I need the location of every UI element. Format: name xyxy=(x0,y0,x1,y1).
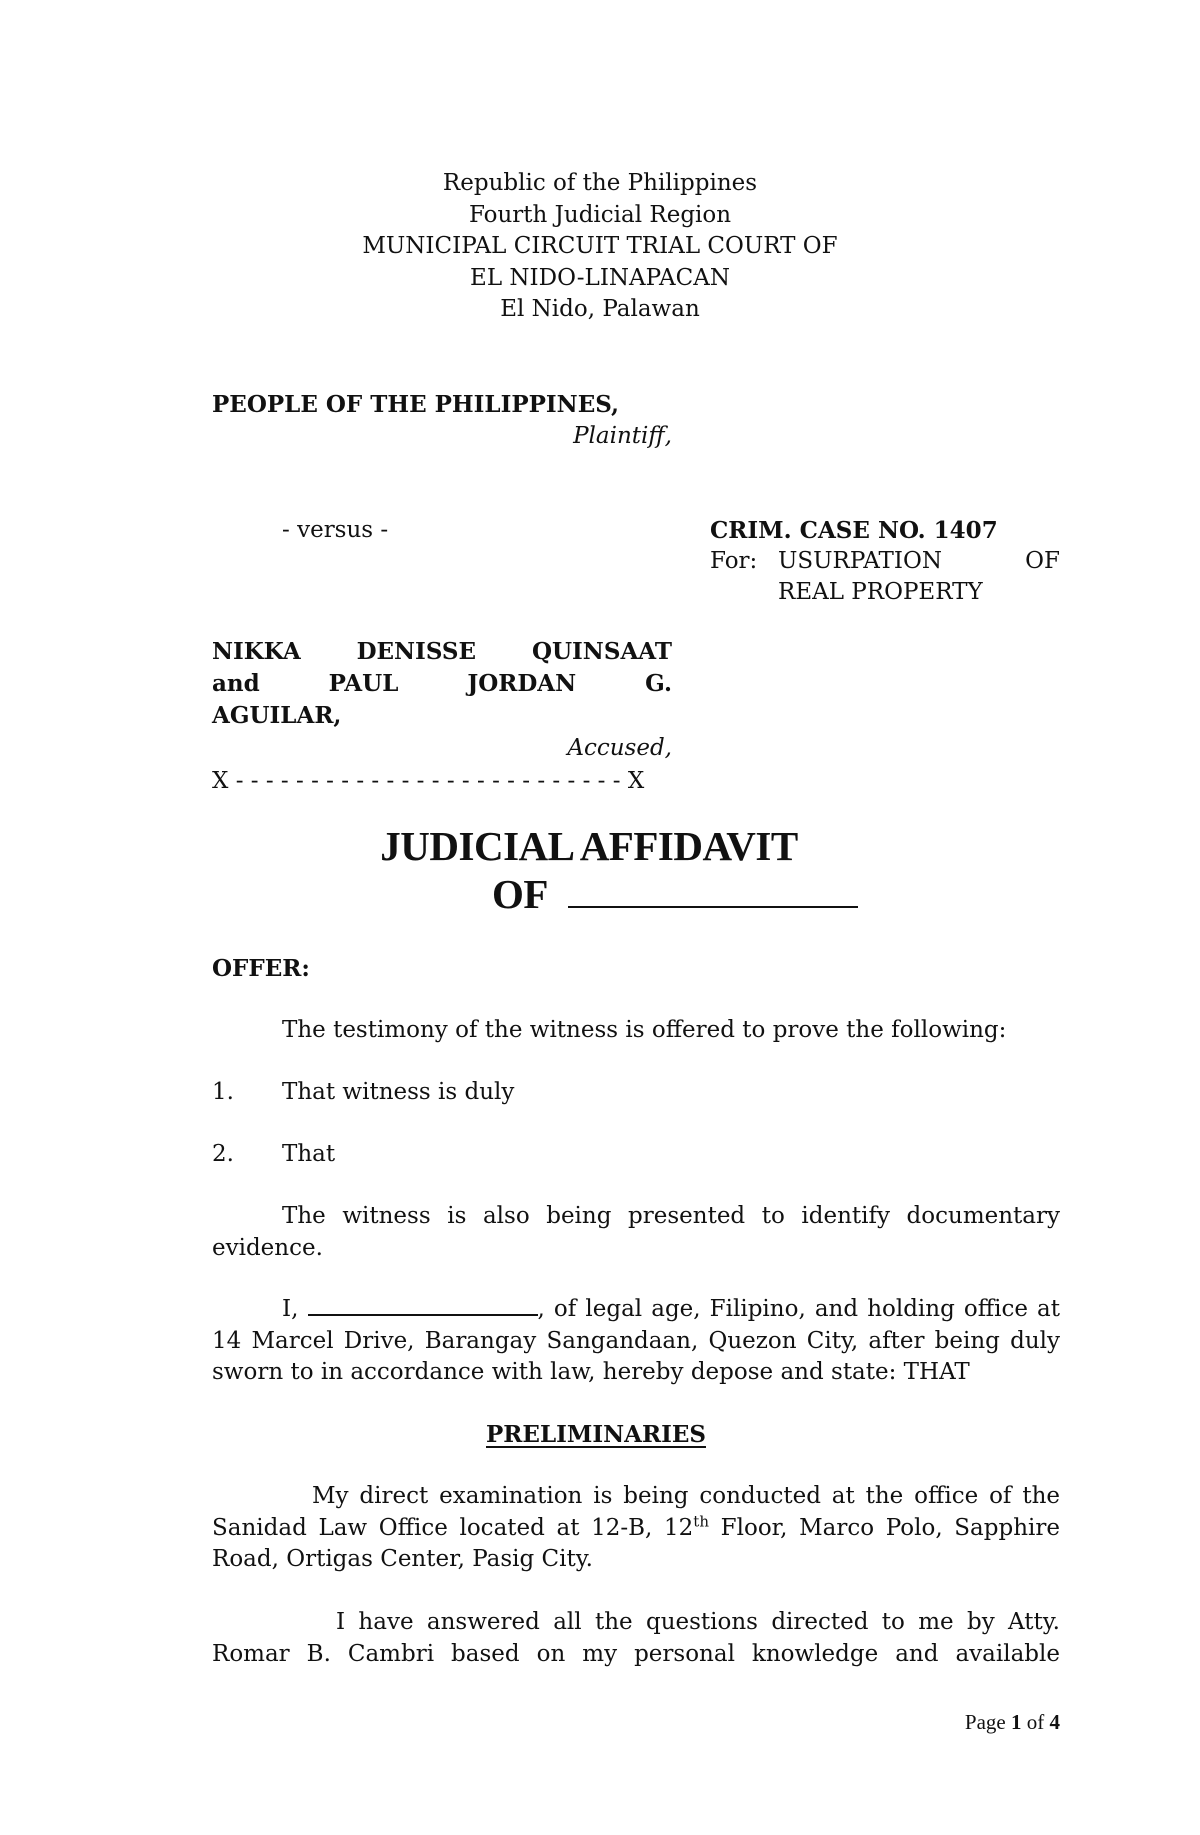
title-of: OF xyxy=(492,871,547,917)
preliminaries-heading-wrap xyxy=(0,1419,1200,1451)
charge-for-label: For: xyxy=(710,548,758,574)
charge-word-usurpation: USURPATION xyxy=(778,548,942,574)
header-court: MUNICIPAL CIRCUIT TRIAL COURT OF xyxy=(362,233,838,259)
header-city: El Nido, Palawan xyxy=(500,296,700,322)
page-of-word: of xyxy=(1026,1710,1045,1734)
preliminaries-paragraph-1 xyxy=(212,1481,1060,1576)
deposition-paragraph xyxy=(212,1294,1060,1389)
separator-right: X xyxy=(627,768,645,794)
plaintiff-name: PEOPLE OF THE PHILIPPINES, xyxy=(212,391,620,418)
charge-line-1 xyxy=(710,546,1060,578)
charge-word-of: OF xyxy=(1025,548,1060,574)
separator-dashes: - - - - - - - - - - - - - - - - - - - - - - - - - - xyxy=(235,768,621,794)
plaintiff-role: Plaintiff, xyxy=(573,423,672,449)
offer-item-number: 1. xyxy=(212,1079,234,1105)
accused-role: Accused, xyxy=(567,735,672,761)
deposition-text: , of legal age, Filipino, and holding office at 14 Marcel Drive, Barangay Sangandaan, Quezon City, after being duly sworn to in accordance with law, hereby depose and state: THAT xyxy=(212,1296,1061,1385)
accused-word: DENISSE xyxy=(356,638,477,665)
affiant-name-blank[interactable] xyxy=(308,1314,538,1316)
page-footer xyxy=(965,1710,1060,1735)
versus-label: - versus - xyxy=(282,517,389,543)
charge-line-2: REAL PROPERTY xyxy=(778,579,983,605)
offer-item-number: 2. xyxy=(212,1141,234,1167)
offer-item-text: That witness is duly xyxy=(282,1079,515,1105)
accused-word: G. xyxy=(645,670,672,697)
caption-separator xyxy=(212,766,712,798)
preliminaries-heading: PRELIMINARIES xyxy=(486,1421,706,1448)
title-line-1: JUDICIAL AFFIDAVIT xyxy=(380,823,798,869)
title-line-2-wrap xyxy=(492,870,858,918)
header-court-location: EL NIDO-LINAPACAN xyxy=(470,264,730,291)
accused-word: QUINSAAT xyxy=(531,638,672,665)
prelim-p1-text-b: Floor, Marco Polo, Sapphire Road, Ortigas Center, Pasig City. xyxy=(212,1514,1060,1572)
accused-line-1 xyxy=(212,636,672,668)
accused-word: PAUL xyxy=(328,670,399,697)
accused-word: and xyxy=(212,670,260,697)
accused-word: JORDAN xyxy=(467,670,577,697)
court-header xyxy=(0,168,1200,326)
page-word: Page xyxy=(964,1710,1006,1734)
offer-heading: OFFER: xyxy=(212,955,310,982)
prelim-p1-text-a: My direct examination is being conducted at the office of the Sanidad Law Office located at 12-B, 12 xyxy=(212,1483,1060,1541)
header-republic: Republic of the Philippines xyxy=(442,170,758,196)
case-number: CRIM. CASE NO. 1407 xyxy=(710,517,998,544)
header-region: Fourth Judicial Region xyxy=(468,201,732,228)
offer-item-text: That xyxy=(282,1141,336,1167)
prelim-p1-superscript: th xyxy=(693,1511,709,1530)
separator-left: X xyxy=(212,768,229,794)
page-total: 4 xyxy=(1049,1710,1060,1734)
offer-evidence-paragraph: The witness is also being presented to identify documentary evidence. xyxy=(212,1203,1060,1261)
accused-line-2 xyxy=(212,668,672,700)
offer-intro: The testimony of the witness is offered to prove the following: xyxy=(282,1017,1007,1043)
witness-name-blank[interactable] xyxy=(568,906,858,908)
preliminaries-paragraph-2: I have answered all the questions directed to me by Atty. Romar B. Cambri based on my personal knowledge and available xyxy=(212,1609,1060,1667)
document-title xyxy=(0,822,1200,870)
accused-word: NIKKA xyxy=(212,638,301,665)
page-current: 1 xyxy=(1011,1710,1022,1734)
deposition-prefix: I, xyxy=(282,1296,299,1322)
accused-line-3: AGUILAR, xyxy=(212,702,342,729)
